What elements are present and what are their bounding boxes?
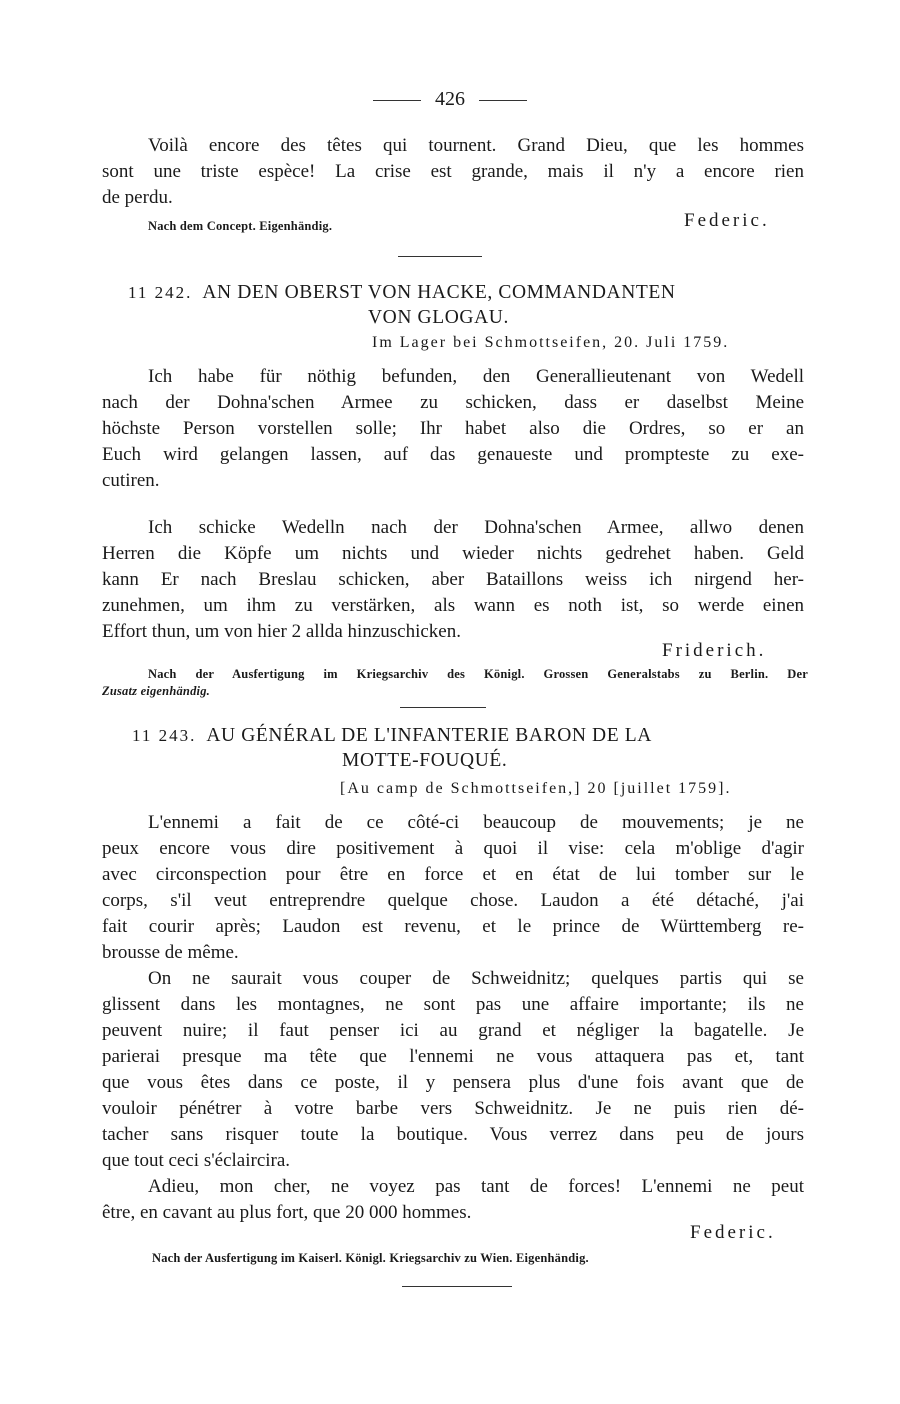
signature: Federic. [684,210,770,231]
text-line: de perdu. [102,187,173,208]
source-note: Nach der Ausfertigung im Kaiserl. Königl. Kriegsarchiv zu Wien. Eigenhändig. [152,1251,589,1265]
text-line: fait courir après; Laudon est revenu, et le prince de Württemberg re- [102,916,804,937]
text-line: cutiren. [102,470,160,491]
text-line: sont une triste espèce! La crise est grande, mais il n'y a encore rien [102,161,804,182]
text-line: Ich habe für nöthig befunden, den Generallieutenant von Wedell [148,366,804,387]
heading-line: VON GLOGAU. [368,307,509,328]
divider [479,100,527,101]
text-line: que vous êtes dans ce poste, il y pensera plus d'une fois avant que de [102,1072,804,1093]
section-divider [400,707,486,708]
text-line: zunehmen, um ihm zu verstärken, als wann es noth ist, so werde einen [102,595,804,616]
text-line: parierai presque ma tête que l'ennemi ne vous attaquera pas et, tant [102,1046,804,1067]
text-line: peux encore vous dire positivement à quoi il vise: cela m'oblige d'agir [102,838,804,859]
heading-line: AN DEN OBERST VON HACKE, COMMANDANTEN [202,282,676,303]
place-date: [Au camp de Schmottseifen,] 20 [juillet 1759]. [340,780,732,797]
text-line: glissent dans les montagnes, ne sont pas une affaire importante; ils ne [102,994,804,1015]
letter-heading [128,282,676,304]
signature: Friderich. [662,640,767,661]
text-line: corps, s'il veut entreprendre quelque chose. Laudon a été détaché, j'ai [102,890,804,911]
text-line: Adieu, mon cher, ne voyez pas tant de forces! L'ennemi ne peut [148,1176,804,1197]
page-number: 426 [0,88,900,111]
source-note: Nach der Ausfertigung im Kriegsarchiv des Königl. Grossen Generalstabs zu Berlin. Der [148,667,808,681]
text-line: Euch wird gelangen lassen, auf das genaueste und prompteste zu exe- [102,444,804,465]
text-line: brousse de même. [102,942,239,963]
letter-number: 11 243. [132,726,197,745]
text-line: Voilà encore des têtes qui tournent. Grand Dieu, que les hommes [148,135,804,156]
letter-heading [132,725,652,747]
text-line: kann Er nach Breslau schicken, aber Bataillons weiss ich nirgend her- [102,569,804,590]
text-line: On ne saurait vous couper de Schweidnitz; quelques partis qui se [148,968,804,989]
text-line: nach der Dohna'schen Armee zu schicken, dass er daselbst Meine [102,392,804,413]
section-divider [398,256,482,257]
source-note: Nach dem Concept. Eigenhändig. [148,219,333,233]
text-line: avec circonspection pour être en force et en état de lui tomber sur le [102,864,804,885]
text-line: Effort thun, um von hier 2 allda hinzuschicken. [102,621,461,642]
heading-line: MOTTE-FOUQUÉ. [342,750,508,771]
text-line: tacher sans risquer toute la boutique. Vous verrez dans peu de jours [102,1124,804,1145]
text-line: être, en cavant au plus fort, que 20 000 hommes. [102,1202,472,1223]
text-line: höchste Person vorstellen solle; Ihr habet also die Ordres, so er an [102,418,804,439]
letter-number: 11 242. [128,283,193,302]
divider [373,100,421,101]
text-line: peuvent nuire; il faut penser ici au grand et négliger la bagatelle. Je [102,1020,804,1041]
text-line: que tout ceci s'éclaircira. [102,1150,291,1171]
text-line: Ich schicke Wedelln nach der Dohna'schen Armee, allwo denen [148,517,804,538]
text-line: Herren die Köpfe um nichts und wieder nichts gedrehet haben. Geld [102,543,804,564]
section-divider [402,1286,512,1287]
heading-line: AU GÉNÉRAL DE L'INFANTERIE BARON DE LA [206,725,652,746]
text-line: L'ennemi a fait de ce côté-ci beaucoup de mouvements; je ne [148,812,804,833]
text-line: vouloir pénétrer à votre barbe vers Schweidnitz. Je ne puis rien dé- [102,1098,804,1119]
place-date: Im Lager bei Schmottseifen, 20. Juli 1759. [372,334,730,351]
source-note: Zusatz eigenhändig. [102,684,210,698]
signature: Federic. [690,1222,776,1243]
